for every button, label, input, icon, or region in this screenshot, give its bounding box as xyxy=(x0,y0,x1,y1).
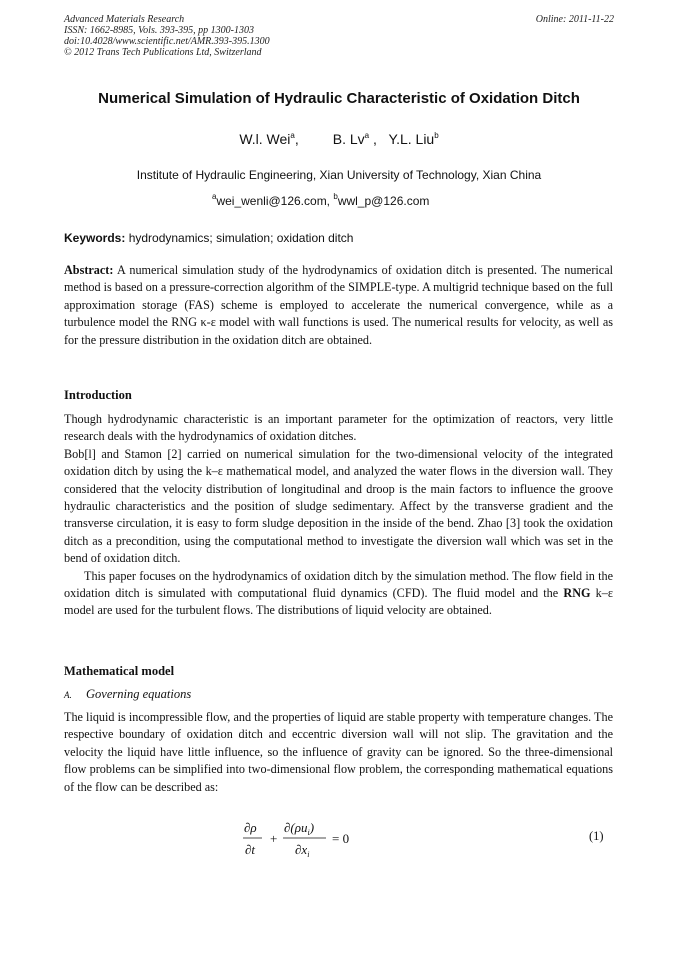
author-separator: , xyxy=(294,131,299,147)
email-affil-mark: b xyxy=(333,192,338,201)
email-affil-mark: a xyxy=(212,192,217,201)
introduction-body xyxy=(64,411,613,620)
subsection-number: A. xyxy=(64,690,72,700)
math-model-body: The liquid is incompressible flow, and the properties of liquid are stable property with temperature changes. The respective boundary of oxidation ditch and eccentric diversion wall will not slip. The gravitation and the velocity the liquid have little influence, so the influence of gravity can be ignored. So the three-dimensional flow problems can be simplified into two-dimensional flow problem, the corresponding mathematical equations of the flow can be described as: xyxy=(64,710,613,794)
continuity-equation xyxy=(240,816,380,864)
keywords-label: Keywords: xyxy=(64,231,126,245)
keywords-text: hydrodynamics; simulation; oxidation ditch xyxy=(125,231,354,245)
email-link[interactable]: wei_wenli@126.com, xyxy=(216,194,334,208)
email-link[interactable]: wwl_p@126.com xyxy=(337,194,430,208)
author-name: B. Lv xyxy=(332,131,365,147)
journal-meta xyxy=(64,14,270,58)
paper-title: Numerical Simulation of Hydraulic Characteristic of Oxidation Ditch xyxy=(98,90,580,107)
author-emails xyxy=(212,192,429,208)
author-list xyxy=(0,131,678,147)
issn-line: ISSN: 1662-8985, Vols. 393-395, pp 1300-1303 xyxy=(64,25,254,36)
paragraph-text: This paper focuses on the hydrodynamics of oxidation ditch by the simulation method. The flow field in the oxidation ditch is simulated with computational fluid dynamics (CFD). The fluid model and the xyxy=(64,568,613,601)
author-name: W.l. Wei xyxy=(239,131,291,147)
copyright-line: © 2012 Trans Tech Publications Ltd, Switzerland xyxy=(64,47,262,58)
online-date: Online: 2011-11-22 xyxy=(535,14,614,25)
eq-fraction1-numerator: ∂ρ xyxy=(244,820,257,835)
paragraph-text: k–ε model are used for the turbulent flows. The distributions of liquid velocity are obtained. xyxy=(64,586,613,618)
author-affil-mark: a xyxy=(290,131,295,140)
abstract-text: A numerical simulation study of the hydrodynamics of oxidation ditch is presented. The numerical method is based on a pressure-correction algorithm of the SIMPLE-type. A multigrid technique based on the full approximation storage (FAS) scheme is employed to accelerate the numerical convergence, while as a turbulence model the RNG κ-ε model with wall functions is used. The numerical results for velocity, as well as for the pressure distribution in the oxidation ditch are obtained. xyxy=(64,263,613,347)
institution: Institute of Hydraulic Engineering, Xian University of Technology, Xian China xyxy=(136,168,542,182)
abstract-label: Abstract: xyxy=(64,263,114,277)
eq-fraction2-numerator: $\partial(\rho u_i)$ xyxy=(284,820,315,837)
eq-rhs: = 0 xyxy=(332,831,350,846)
eq-fraction1-denominator: ∂t xyxy=(245,842,256,857)
equation-number: (1) xyxy=(589,829,604,843)
section-heading-mathematical-model: Mathematical model xyxy=(64,664,175,678)
author-affil-mark: b xyxy=(434,131,439,140)
section-heading-introduction: Introduction xyxy=(64,388,132,402)
bold-term: RNG xyxy=(563,586,591,601)
paragraph xyxy=(64,568,613,620)
paragraph: Though hydrodynamic characteristic is an important parameter for the optimization of reactors, very little research deals with the hydrodynamics of oxidation ditches. xyxy=(64,412,613,444)
subsection-title: Governing equations xyxy=(86,687,192,701)
paragraph: Bob[l] and Stamon [2] carried on numerical simulation for the two-dimensional velocity of the integrated oxidation ditch by using the k–ε mathematical model, and analyzed the water flows in the diversion wall. They considered that the velocity distribution of longitudinal and droop is the main factors to influence the groove hydraulic characteristics and the position of sludge sedimentary. Affect by the transverse gradient and the transverse circulation, it is easy to form sludge deposition in the inside of the bend. Zhao [3] took the oxidation ditch as a precondition, using the computational method to investigate the diversion wall which was set in the bend of oxidation ditch. xyxy=(64,446,613,566)
journal-name: Advanced Materials Research xyxy=(64,14,185,25)
abstract xyxy=(64,262,613,349)
subsection-heading xyxy=(64,687,191,702)
author-separator: , xyxy=(369,131,377,147)
keywords xyxy=(64,231,353,245)
author-name: Y.L. Liu xyxy=(388,131,435,147)
eq-fraction2-denominator: $\partial x_i$ xyxy=(295,842,310,859)
author-affil-mark: a xyxy=(364,131,370,140)
doi-line: doi:10.4028/www.scientific.net/AMR.393-395.1300 xyxy=(64,36,270,47)
eq-plus: + xyxy=(270,831,278,846)
